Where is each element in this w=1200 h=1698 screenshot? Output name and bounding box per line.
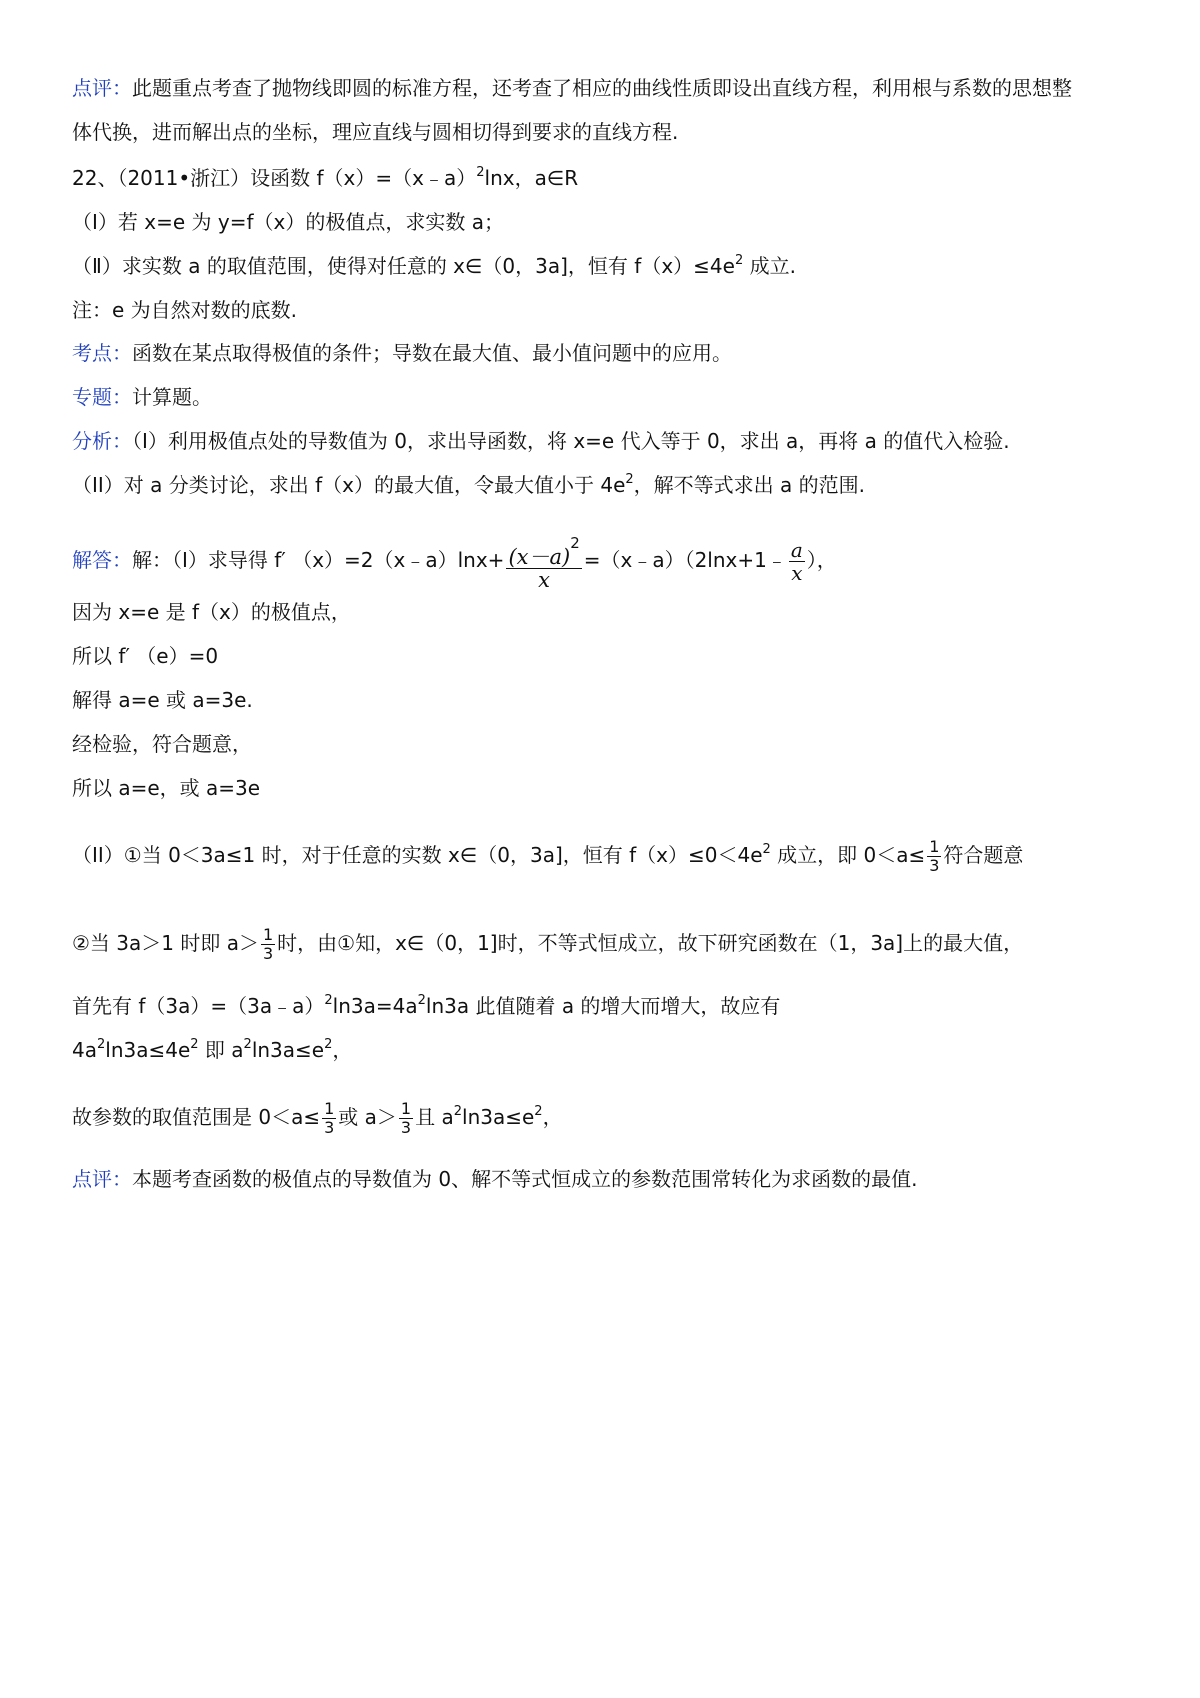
problem-header-text-end: lnx，a∈R: [484, 166, 579, 190]
derivative-text-mid: =（x﹣a）（2lnx+1﹣: [583, 548, 787, 572]
case4-line: [72, 1036, 352, 1064]
case2-text-end: 时，由①知，x∈（0，1]时，不等式恒成立，故下研究函数在（1，3a]上的最大值，: [277, 931, 1024, 955]
fraction-numerator: 1: [324, 1099, 335, 1118]
zhuanti-text: 计算题。: [132, 385, 212, 409]
fraction: [506, 532, 581, 591]
review1-line2: 体代换，进而解出点的坐标，理应直线与圆相切得到要求的直线方程.: [72, 120, 679, 144]
problem-header: [72, 164, 578, 192]
superscript: 2: [243, 1037, 252, 1052]
derivative-text: 解：（I）求导得 f′ （x）=2（x﹣a）lnx+: [132, 548, 505, 572]
fenxi-text-end: ，解不等式求出 a 的范围.: [633, 473, 865, 497]
case3-line: [72, 992, 780, 1020]
zhuanti-line: [72, 383, 212, 411]
fraction-denominator: 3: [262, 944, 274, 963]
solution-line: 解得 a=e 或 a=3e.: [72, 688, 253, 712]
conclusion-text: 故参数的取值范围是 0＜a≤: [72, 1105, 321, 1129]
case2-text: ②当 3a＞1 时即 a＞: [72, 931, 259, 955]
derivative-text-end: ），: [806, 548, 837, 572]
fenxi-text: （I）利用极值点处的导数值为 0，求出导函数，将 x=e 代入等于 0，求出 a，再将 a 的值代入检验.: [132, 429, 1010, 453]
fraction-numerator: 1: [929, 837, 940, 856]
review-text: 本题考查函数的极值点的导数值为 0、解不等式恒成立的参数范围常转化为求函数的最值.: [132, 1167, 918, 1191]
fraction: [399, 1100, 413, 1137]
case3-text-mid: ln3a=4a: [332, 994, 418, 1018]
fraction-numerator: 1: [262, 925, 274, 944]
superscript: 2: [476, 165, 485, 180]
case1-line: [72, 838, 1023, 875]
jieda-derivative-line: [72, 532, 837, 591]
zhuanti-label: 专题：: [72, 385, 132, 409]
problem-note: 注：e 为自然对数的底数.: [72, 298, 298, 322]
solution-line: 因为 x=e 是 f（x）的极值点，: [72, 600, 351, 624]
review-label: 点评：: [72, 1167, 132, 1191]
fraction: [927, 838, 941, 875]
fraction: [261, 926, 275, 963]
fraction-denominator: x: [506, 568, 581, 591]
conclusion-text: 或 a＞: [338, 1105, 397, 1129]
review1-line1: [72, 74, 1072, 102]
superscript: 2: [453, 1104, 463, 1119]
problem-part2: [72, 252, 796, 280]
fraction-numerator: [506, 532, 581, 568]
fraction-numerator: 1: [400, 1099, 412, 1118]
solution-line: 所以 f′ （e）=0: [72, 644, 219, 668]
superscript: 2: [534, 1104, 543, 1119]
superscript: 2: [625, 472, 634, 487]
fraction-denominator: 3: [929, 856, 940, 875]
case4-text: ln3a≤e: [251, 1038, 325, 1062]
fraction-numerator: a: [790, 538, 803, 562]
case4-text: 4a: [72, 1038, 97, 1062]
superscript: 2: [190, 1037, 199, 1052]
review-text: 此题重点考查了抛物线即圆的标准方程，还考查了相应的曲线性质即设出直线方程，利用根与系数的思想整: [132, 76, 1072, 100]
case1-text: （II）①当 0＜3a≤1 时，对于任意的实数 x∈（0，3a]，恒有 f（x）≤0＜4e: [72, 843, 763, 867]
kaodian-line: [72, 339, 732, 367]
conclusion-text-end: ，: [542, 1105, 563, 1129]
fraction-denominator: 3: [400, 1118, 412, 1137]
part2-text: （Ⅱ）求实数 a 的取值范围，使得对任意的 x∈（0，3a]，恒有 f（x）≤4e: [72, 254, 735, 278]
case1-text-mid: 成立，即 0＜a≤: [770, 843, 926, 867]
fenxi-line2: [72, 471, 865, 499]
superscript: 2: [570, 534, 580, 552]
fraction-denominator: x: [789, 561, 805, 584]
case1-text-end: 符合题意: [943, 843, 1024, 867]
superscript: 2: [96, 1037, 106, 1052]
fraction-denominator: 3: [324, 1118, 335, 1137]
problem-part1: （Ⅰ）若 x=e 为 y=f（x）的极值点，求实数 a；: [72, 210, 504, 234]
fraction: [789, 539, 805, 584]
case2-line: [72, 926, 1023, 963]
kaodian-label: 考点：: [72, 341, 132, 365]
superscript: 2: [324, 993, 333, 1008]
case4-text-end: ，: [332, 1038, 353, 1062]
jieda-label: 解答：: [72, 548, 132, 572]
conclusion-text: ln3a≤e: [462, 1105, 535, 1129]
review2-line: [72, 1165, 917, 1193]
case4-text: ln3a≤4e: [105, 1038, 191, 1062]
conclusion-line: [72, 1100, 563, 1137]
problem-header-text: 22、（2011•浙江）设函数 f（x）=（x﹣a）: [72, 166, 477, 190]
fenxi-line1: [72, 427, 1010, 455]
case4-text: 即 a: [198, 1038, 244, 1062]
solution-line: 经检验，符合题意，: [72, 732, 252, 756]
part2-text-end: 成立.: [743, 254, 796, 278]
kaodian-text: 函数在某点取得极值的条件；导数在最大值、最小值问题中的应用。: [132, 341, 732, 365]
fenxi-text: （II）对 a 分类讨论，求出 f（x）的最大值，令最大值小于 4e: [72, 473, 626, 497]
conclusion-text: 且 a: [415, 1105, 454, 1129]
fraction: [322, 1100, 336, 1137]
case3-text-end: ln3a 此值随着 a 的增大而增大，故应有: [425, 994, 781, 1018]
superscript: 2: [734, 253, 744, 268]
review-label: 点评：: [72, 76, 132, 100]
solution-line: 所以 a=e，或 a=3e: [72, 776, 261, 800]
superscript: 2: [762, 842, 771, 857]
fenxi-label: 分析：: [72, 429, 132, 453]
numerator-text: (x－a): [508, 545, 571, 569]
case3-text: 首先有 f（3a）=（3a﹣a）: [72, 994, 325, 1018]
superscript: 2: [417, 993, 426, 1008]
superscript: 2: [324, 1037, 333, 1052]
